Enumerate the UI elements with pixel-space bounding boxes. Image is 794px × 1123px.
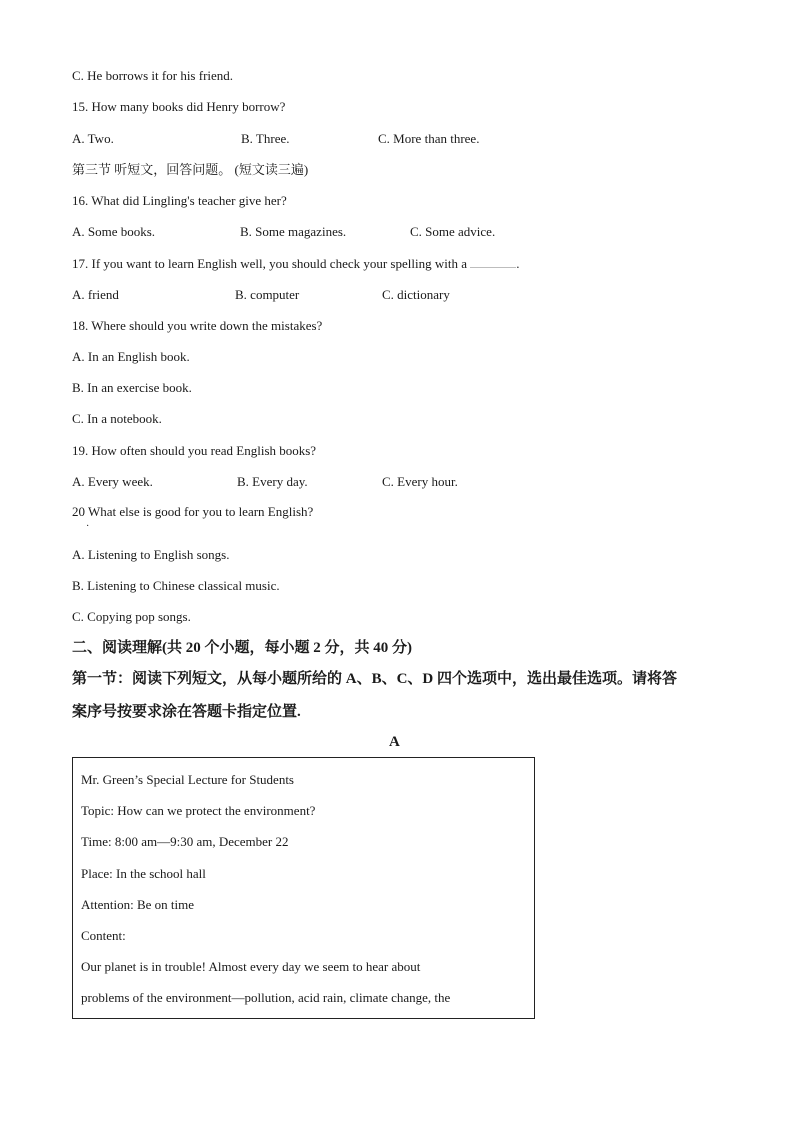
passage-box (72, 757, 535, 1019)
q18-option-c: C. In a notebook. (72, 411, 162, 426)
q20-option-c: C. Copying pop songs. (72, 609, 191, 624)
q17-option-c: C. dictionary (382, 287, 450, 302)
part2-instruction-line1: 第一节：阅读下列短文，从每小题所给的 A、B、C、D 四个选项中，选出最佳选项。请将答 (72, 671, 678, 687)
q16-option-b: B. Some magazines. (240, 224, 347, 239)
passage-place: Place: In the school hall (81, 866, 206, 881)
q20-option-a: A. Listening to English songs. (72, 547, 230, 562)
q17-option-a: A. friend (72, 287, 119, 302)
q16-option-a: A. Some books. (72, 224, 156, 239)
q15-option-c: C. More than three. (378, 131, 480, 146)
q15-option-b: B. Three. (241, 131, 290, 146)
q17-blank (470, 255, 516, 268)
section3-heading: 第三节 听短文，回答问题。 (短文读三遍) (72, 162, 309, 177)
passage-title: Mr. Green’s Special Lecture for Students (81, 772, 294, 787)
q17-question-end: . (516, 256, 520, 271)
q16-question: 16. What did Lingling's teacher give her? (72, 193, 287, 208)
passage-content-label: Content: (81, 928, 126, 943)
passage-topic: Topic: How can we protect the environment? (81, 803, 316, 818)
q19-option-a: A. Every week. (72, 474, 153, 489)
q17-option-b: B. computer (235, 287, 300, 302)
q15-question: 15. How many books did Henry borrow? (72, 99, 286, 114)
passage-label: A (389, 734, 400, 750)
q18-question: 18. Where should you write down the mistakes? (72, 318, 323, 333)
q17-question-text: 17. If you want to learn English well, you should check your spelling with a (72, 256, 467, 271)
part2-heading: 二、阅读理解(共 20 个小题，每小题 2 分，共 40 分) (72, 640, 412, 656)
q15-option-a: A. Two. (72, 131, 114, 146)
q14-option-c: C. He borrows it for his friend. (72, 68, 234, 83)
q19-question: 19. How often should you read English books? (72, 443, 317, 458)
q17-question (72, 255, 519, 272)
part2-instruction-line2: 案序号按要求涂在答题卡指定位置. (72, 704, 301, 720)
q18-option-b: B. In an exercise book. (72, 380, 192, 395)
q19-option-c: C. Every hour. (382, 474, 458, 489)
passage-content-line2: problems of the environment—pollution, acid rain, climate change, the (81, 990, 451, 1005)
q16-option-c: C. Some advice. (410, 224, 496, 239)
q20-option-b: B. Listening to Chinese classical music. (72, 578, 280, 593)
passage-attention: Attention: Be on time (81, 897, 195, 912)
q20-dot: · (86, 521, 90, 532)
passage-time: Time: 8:00 am—9:30 am, December 22 (81, 834, 289, 849)
passage-content-line1: Our planet is in trouble! Almost every day we seem to hear about (81, 959, 421, 974)
q20-question: 20 What else is good for you to learn English? (72, 504, 314, 519)
q18-option-a: A. In an English book. (72, 349, 190, 364)
q19-option-b: B. Every day. (237, 474, 308, 489)
